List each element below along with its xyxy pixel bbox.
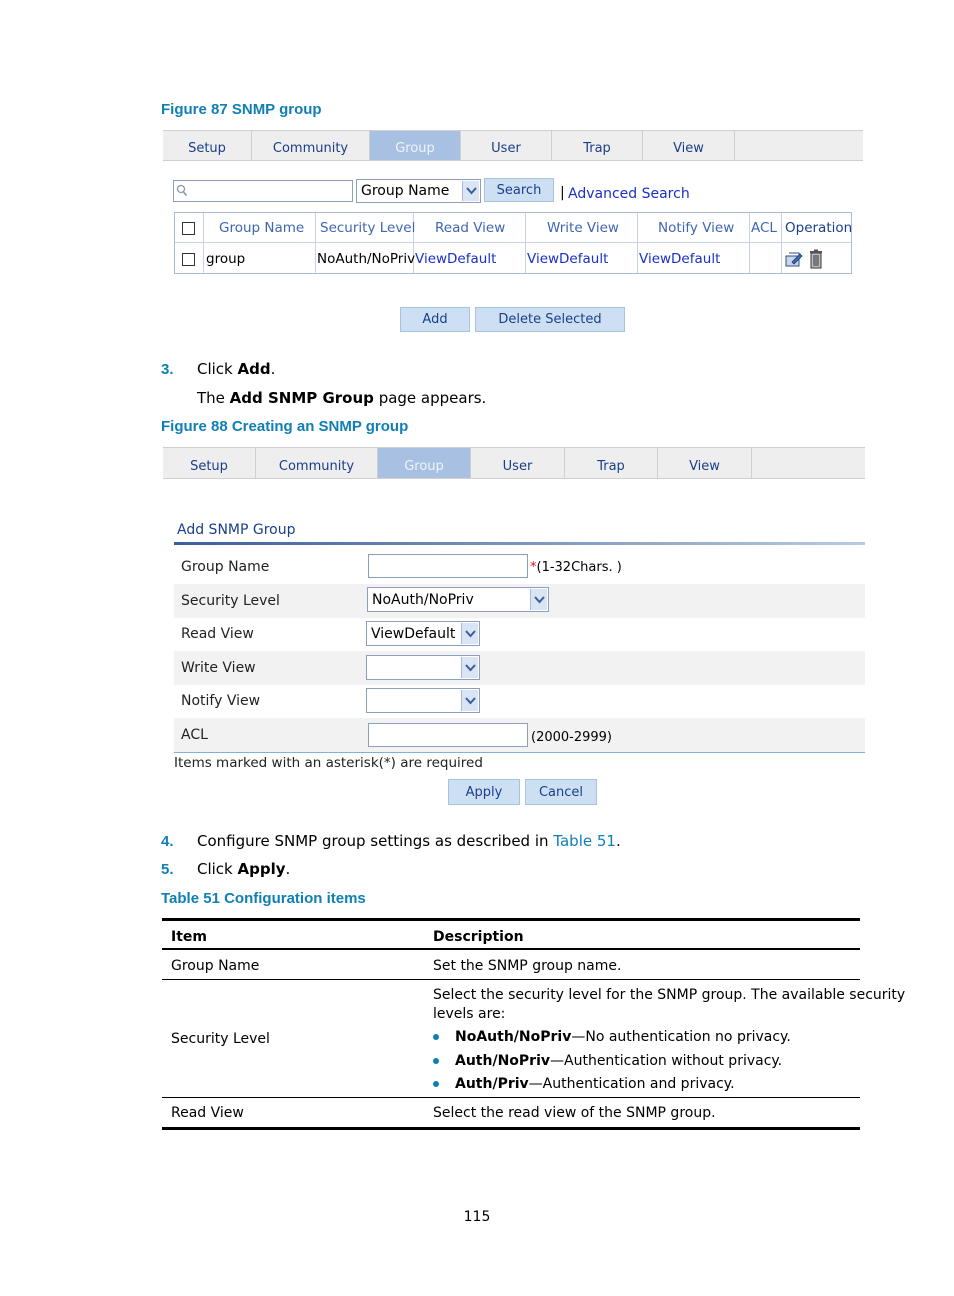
tab-setup[interactable]: Setup <box>163 131 252 160</box>
header-acl[interactable]: ACL <box>751 220 777 236</box>
row-rule <box>162 1097 860 1098</box>
search-field-select[interactable] <box>356 179 481 203</box>
group-name-input[interactable] <box>368 554 528 578</box>
row-desc-security-level-2: levels are: <box>433 1006 506 1022</box>
step-5-suffix: . <box>285 860 291 878</box>
col-divider <box>525 213 526 273</box>
label-write-view: Write View <box>181 660 256 676</box>
cell-notify-view[interactable]: ViewDefault <box>639 251 721 267</box>
search-button[interactable]: Search <box>484 178 554 202</box>
label-acl: ACL <box>181 727 208 743</box>
step-4-number: 4. <box>161 833 174 850</box>
snmp-group-table <box>174 212 852 274</box>
cell-write-view[interactable]: ViewDefault <box>527 251 609 267</box>
row-write-view <box>174 651 865 685</box>
search-field-value: Group Name <box>361 183 450 199</box>
chevron-down-icon <box>461 657 478 678</box>
row-notify-view <box>174 684 865 718</box>
row-desc-security-level-1: Select the security level for the SNMP group. The available security <box>433 987 906 1003</box>
magnifier-icon <box>176 184 188 197</box>
trash-icon[interactable] <box>809 244 823 274</box>
step-4-text <box>197 832 621 850</box>
header-read-view[interactable]: Read View <box>435 220 506 236</box>
table-bottom-rule <box>162 1127 860 1130</box>
bullet-text: —Authentication and privacy. <box>528 1076 735 1092</box>
acl-hint: (2000-2999) <box>531 730 613 745</box>
tab-setup[interactable]: Setup <box>163 448 256 478</box>
col-divider <box>203 213 204 273</box>
tab-trap[interactable]: Trap <box>565 448 658 478</box>
cell-security-level: NoAuth/NoPriv <box>317 251 416 267</box>
delete-selected-button[interactable]: Delete Selected <box>475 307 625 332</box>
header-description: Description <box>433 929 524 945</box>
bullet-text: —Authentication without privacy. <box>550 1053 783 1069</box>
table-header-rule <box>162 948 860 950</box>
col-divider <box>315 213 316 273</box>
figure-87-caption: Figure 87 SNMP group <box>161 101 322 118</box>
step-3-note-suffix: page appears. <box>373 389 487 407</box>
figure-88-caption: Figure 88 Creating an SNMP group <box>161 418 409 435</box>
step-3-prefix: Click <box>197 360 238 378</box>
step-3-number: 3. <box>161 361 174 378</box>
search-separator: | <box>560 185 565 201</box>
step-3-note-bold: Add SNMP Group <box>229 389 374 407</box>
add-button[interactable]: Add <box>400 307 470 332</box>
label-notify-view: Notify View <box>181 693 261 709</box>
tab-view[interactable]: View <box>643 131 735 160</box>
row-read-view <box>174 617 865 651</box>
col-divider <box>637 213 638 273</box>
table-51-link[interactable]: Table 51 <box>553 832 616 850</box>
read-view-value: ViewDefault <box>371 625 456 642</box>
read-view-select[interactable] <box>366 621 480 646</box>
step-3-note-prefix: The <box>197 389 230 407</box>
security-level-value: NoAuth/NoPriv <box>372 591 474 608</box>
tab-group[interactable]: Group <box>378 448 471 478</box>
page-number: 115 <box>463 1209 491 1225</box>
step-3-note <box>197 389 486 407</box>
bullet-noauth-nopriv <box>433 1029 791 1045</box>
bullet-term: NoAuth/NoPriv <box>455 1029 572 1045</box>
advanced-search-link[interactable]: Advanced Search <box>568 186 690 202</box>
row-item-read-view: Read View <box>171 1105 244 1121</box>
bullet-auth-priv <box>433 1076 735 1092</box>
tab-bar-fill <box>752 448 865 478</box>
table-51-caption: Table 51 Configuration items <box>161 890 366 907</box>
chevron-down-icon <box>461 623 478 644</box>
section-title: Add SNMP Group <box>177 522 296 538</box>
notify-view-select[interactable] <box>366 688 480 713</box>
group-name-hint <box>530 560 622 575</box>
tab-view[interactable]: View <box>658 448 752 478</box>
tab-trap[interactable]: Trap <box>552 131 643 160</box>
row-desc-read-view: Select the read view of the SNMP group. <box>433 1105 716 1121</box>
step-5-text <box>197 860 290 878</box>
header-operation: Operation <box>785 220 853 236</box>
bullet-dot <box>433 1081 439 1087</box>
required-note: Items marked with an asterisk(*) are required <box>174 755 483 771</box>
security-level-select[interactable] <box>367 587 549 612</box>
tab-user[interactable]: User <box>471 448 565 478</box>
step-5-number: 5. <box>161 861 174 878</box>
acl-input[interactable] <box>368 723 528 747</box>
step-3-bold: Add <box>237 360 271 378</box>
step-4-prefix: Configure SNMP group settings as described in <box>197 832 554 850</box>
header-notify-view[interactable]: Notify View <box>658 220 735 236</box>
header-security-level[interactable]: Security Level <box>320 220 416 236</box>
bullet-text: —No authentication no privacy. <box>571 1029 791 1045</box>
table-top-rule <box>162 918 860 921</box>
bullet-term: Auth/Priv <box>455 1076 529 1092</box>
header-write-view[interactable]: Write View <box>547 220 619 236</box>
chevron-down-icon <box>530 589 547 610</box>
row-item-security-level: Security Level <box>171 1031 270 1047</box>
cell-read-view[interactable]: ViewDefault <box>415 251 497 267</box>
header-group-name[interactable]: Group Name <box>219 220 305 236</box>
chevron-down-icon <box>462 181 479 201</box>
chevron-down-icon <box>461 690 478 711</box>
edit-icon[interactable] <box>784 244 804 274</box>
step-5-prefix: Click <box>197 860 238 878</box>
tab-user[interactable]: User <box>461 131 552 160</box>
row-desc-group-name: Set the SNMP group name. <box>433 958 622 974</box>
tab-community[interactable]: Community <box>256 448 378 478</box>
bullet-dot <box>433 1034 439 1040</box>
step-4-suffix: . <box>615 832 621 850</box>
cell-group-name: group <box>206 251 246 267</box>
col-divider <box>749 213 750 273</box>
row-checkbox[interactable] <box>182 244 195 274</box>
row-item-group-name: Group Name <box>171 958 260 974</box>
tab-bar-fig88 <box>163 447 865 479</box>
cancel-button[interactable]: Cancel <box>525 779 597 805</box>
col-divider <box>781 213 782 273</box>
tab-bar-fig87 <box>163 130 863 161</box>
label-group-name: Group Name <box>181 559 270 575</box>
apply-button[interactable]: Apply <box>448 779 520 805</box>
label-security-level: Security Level <box>181 593 280 609</box>
step-3-suffix: . <box>270 360 276 378</box>
step-3-text <box>197 360 275 378</box>
step-5-bold: Apply <box>237 860 286 878</box>
bullet-auth-nopriv <box>433 1053 782 1069</box>
write-view-select[interactable] <box>366 655 480 680</box>
tab-bar-fill <box>735 131 863 160</box>
label-read-view: Read View <box>181 626 254 642</box>
header-item: Item <box>171 929 207 945</box>
group-name-hint-text: (1-32Chars. ) <box>536 560 622 575</box>
section-divider <box>174 542 865 545</box>
required-asterisk: * <box>530 560 537 575</box>
search-input[interactable] <box>173 180 353 202</box>
bullet-term: Auth/NoPriv <box>455 1053 550 1069</box>
select-all-checkbox[interactable] <box>182 213 195 243</box>
tab-community[interactable]: Community <box>252 131 370 160</box>
bullet-dot <box>433 1058 439 1064</box>
tab-group[interactable]: Group <box>370 131 461 160</box>
row-rule <box>162 979 860 980</box>
